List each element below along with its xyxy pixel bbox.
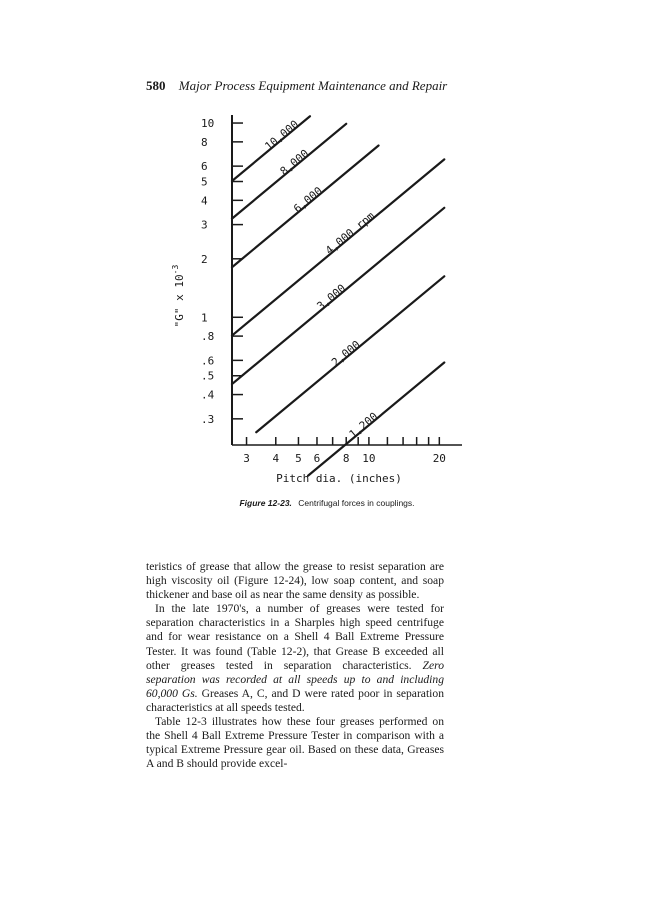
x-tick-label-6: 20 [432,452,446,465]
y-tick-label-1: 8 [201,135,208,149]
x-axis-title: Pitch dia. (inches) [276,472,402,485]
x-tick-label-3: 6 [313,452,321,465]
y-tick-label-7: 1 [201,311,208,325]
figure-caption-text: Centrifugal forces in couplings. [298,498,415,508]
y-tick-label-4: 4 [201,194,208,208]
paragraph-2 [146,602,444,715]
y-tick-label-8: .8 [201,330,215,344]
y-tick-label-11: .4 [201,388,215,402]
series-label-0: 10,000 [262,117,302,154]
figure-caption [0,498,654,508]
y-tick-label-0: 10 [201,117,215,131]
y-axis-title-base: "G" x 10 [173,274,186,328]
x-tick-label-1: 4 [272,452,280,465]
paragraph-2-text: In the late 1970's, a number of greases were tested for separation characteristics in a Sharples high speed centrifuge and for wear resistance on a Shell 4 Ball Extreme Pressure Tester. It was found (Table 12-2), that Grease B exceeded all other greases tested in separation characteristics. [146,602,444,672]
x-tick-label-0: 3 [243,452,250,465]
series-label-3: 4,000 rpm [323,209,378,258]
paragraph-1: teristics of grease that allow the grease to resist separation are high viscosity oil (Figure 12-24), low soap content, and soap thickener and base oil as near the same density as possible. [146,560,444,602]
y-tick-label-3: 5 [201,175,208,189]
y-tick-label-2: 6 [201,160,208,174]
running-title: Major Process Equipment Maintenance and Repair [178,78,448,93]
series-label-6: 1,200 [346,409,381,442]
y-tick-label-5: 3 [201,218,208,232]
x-tick-label-5: 10 [362,452,376,465]
series-label-1: 8,000 [277,146,312,179]
y-tick-label-12: .3 [201,412,215,426]
series-label-5: 2,000 [329,338,363,370]
x-tick-label-4: 8 [342,452,350,465]
series-label-2: 6,000 [291,184,325,216]
y-axis-title [171,265,186,328]
paragraph-3: Table 12-3 illustrates how these four greases performed on the Shell 4 Ball Extreme Pressure Tester in comparison with a typical Extreme Pressure gear oil. Based on these data, Greases A and B should provide excel- [146,715,444,771]
body-text [146,560,444,771]
paragraph-2-rest: Greases A, C, and D were rated poor in separation characteristics at all speeds tested. [146,686,444,714]
y-tick-label-9: .6 [201,354,215,368]
page-number: 580 [146,78,166,93]
y-tick-label-6: 2 [201,252,208,266]
y-axis-title-exponent: -3 [171,264,180,275]
x-tick-label-2: 5 [295,452,302,465]
series-label-4: 3,000 [314,281,349,313]
paragraph-2-italic: Zero separation was recorded at all speeds up to and including 60,000 Gs. [146,658,444,700]
figure-number: Figure 12-23. [239,498,292,508]
y-tick-label-10: .5 [201,369,215,383]
